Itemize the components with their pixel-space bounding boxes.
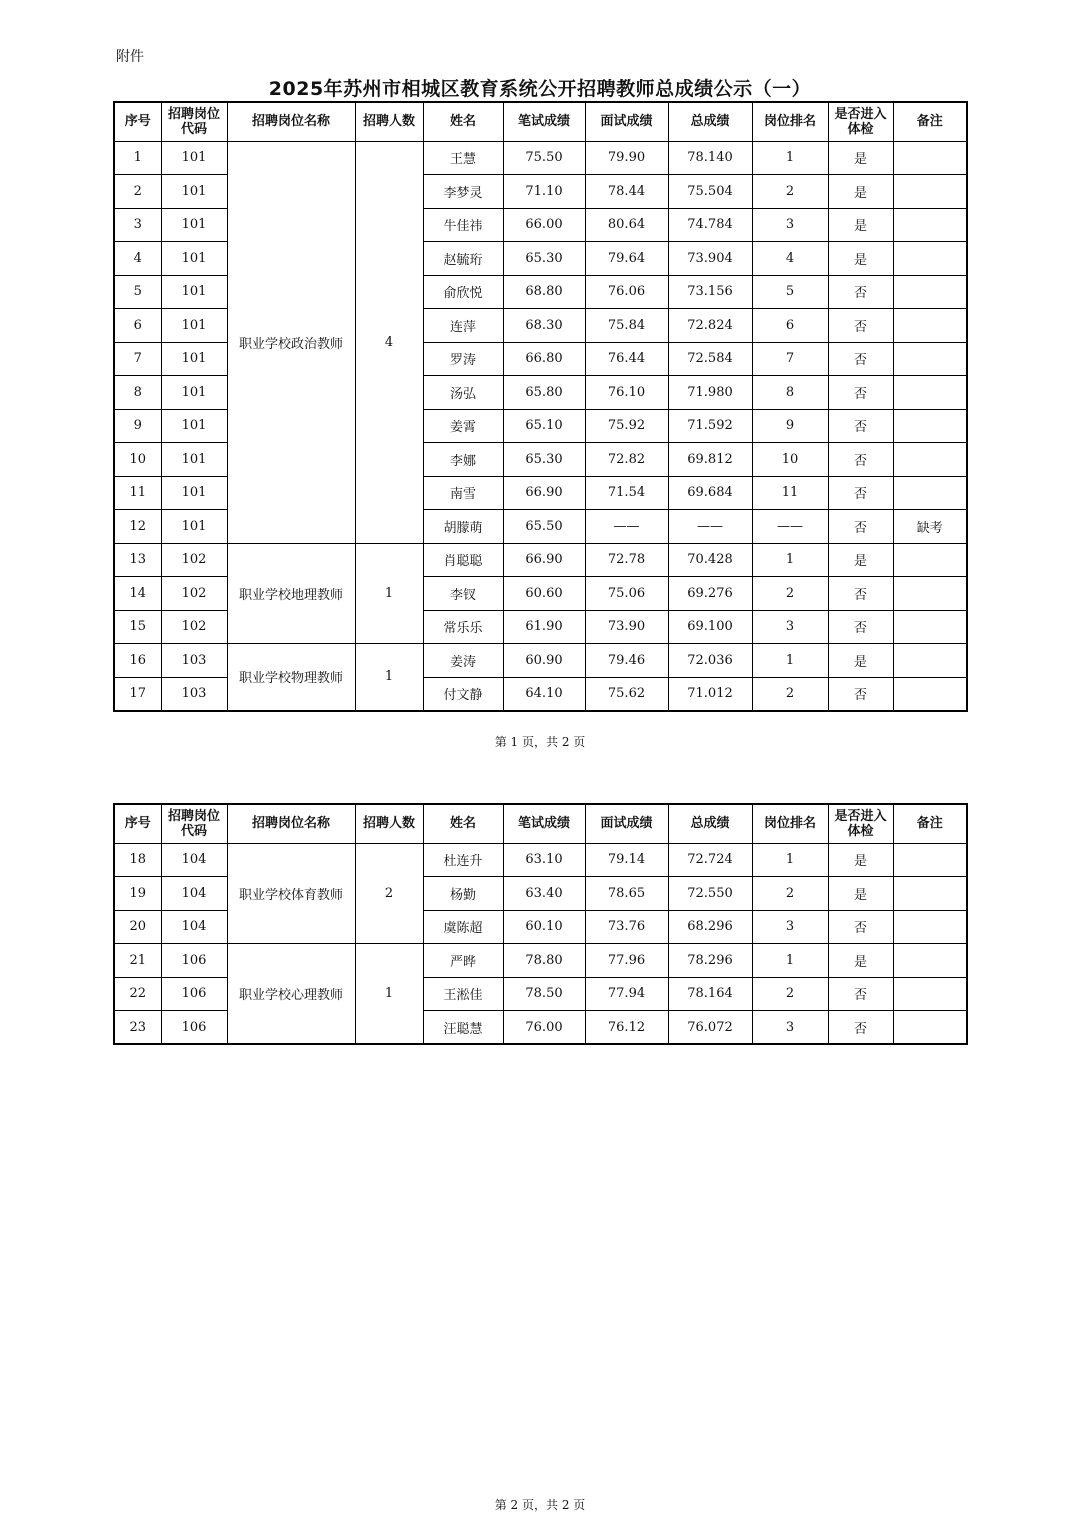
cell-total-score: 69.276 <box>668 577 752 611</box>
cell-remark <box>893 610 967 644</box>
cell-interview-score: 78.44 <box>585 175 668 209</box>
header-code: 招聘岗位 代码 <box>161 102 227 141</box>
cell-physical-exam: 否 <box>828 577 893 611</box>
header-written: 笔试成绩 <box>503 102 585 141</box>
cell-candidate-name: 牛佳祎 <box>423 208 503 242</box>
cell-seq: 17 <box>114 677 161 711</box>
cell-candidate-name: 姜霄 <box>423 409 503 443</box>
cell-candidate-name: 严晔 <box>423 944 503 978</box>
page-footer-2: 第 2 页，共 2 页 <box>494 1498 586 1512</box>
cell-interview-score: 71.54 <box>585 476 668 510</box>
cell-seq: 9 <box>114 409 161 443</box>
cell-seq: 14 <box>114 577 161 611</box>
table-row <box>114 543 967 577</box>
cell-interview-score: 77.94 <box>585 977 668 1011</box>
cell-rank: 2 <box>752 677 828 711</box>
cell-remark <box>893 443 967 477</box>
table-row <box>114 141 967 175</box>
results-table-page-1 <box>113 101 968 712</box>
header-interview: 面试成绩 <box>585 102 668 141</box>
cell-post-name: 职业学校体育教师 <box>227 843 355 944</box>
cell-written-score: 65.30 <box>503 443 585 477</box>
cell-code: 102 <box>161 577 227 611</box>
cell-total-score: 78.296 <box>668 944 752 978</box>
cell-remark <box>893 141 967 175</box>
cell-candidate-name: 付文静 <box>423 677 503 711</box>
cell-seq: 16 <box>114 644 161 678</box>
header-post: 招聘岗位名称 <box>227 804 355 843</box>
cell-code: 101 <box>161 208 227 242</box>
cell-total-score: 72.036 <box>668 644 752 678</box>
cell-candidate-name: 虞陈超 <box>423 910 503 944</box>
cell-seq: 6 <box>114 309 161 343</box>
header-quota: 招聘人数 <box>355 102 423 141</box>
header-seq: 序号 <box>114 804 161 843</box>
cell-seq: 2 <box>114 175 161 209</box>
cell-remark <box>893 342 967 376</box>
cell-total-score: 72.724 <box>668 843 752 877</box>
cell-interview-score: 76.12 <box>585 1011 668 1045</box>
table-row <box>114 843 967 877</box>
cell-rank: 2 <box>752 977 828 1011</box>
cell-remark <box>893 543 967 577</box>
cell-written-score: 75.50 <box>503 141 585 175</box>
cell-seq: 10 <box>114 443 161 477</box>
cell-seq: 5 <box>114 275 161 309</box>
cell-physical-exam: 否 <box>828 309 893 343</box>
cell-total-score: 68.296 <box>668 910 752 944</box>
cell-post-name: 职业学校心理教师 <box>227 944 355 1045</box>
cell-remark: 缺考 <box>893 510 967 544</box>
cell-total-score: 76.072 <box>668 1011 752 1045</box>
cell-rank: 2 <box>752 577 828 611</box>
cell-remark <box>893 577 967 611</box>
cell-total-score: 71.980 <box>668 376 752 410</box>
cell-rank: 8 <box>752 376 828 410</box>
cell-total-score: 75.504 <box>668 175 752 209</box>
cell-remark <box>893 476 967 510</box>
cell-written-score: 66.80 <box>503 342 585 376</box>
cell-physical-exam: 否 <box>828 677 893 711</box>
header-quota: 招聘人数 <box>355 804 423 843</box>
cell-seq: 7 <box>114 342 161 376</box>
cell-code: 102 <box>161 610 227 644</box>
header-exam: 是否进入 体检 <box>828 804 893 843</box>
cell-candidate-name: 王慧 <box>423 141 503 175</box>
cell-candidate-name: 杜连升 <box>423 843 503 877</box>
cell-physical-exam: 是 <box>828 644 893 678</box>
cell-interview-score: —— <box>585 510 668 544</box>
header-remark: 备注 <box>893 804 967 843</box>
header-rank: 岗位排名 <box>752 804 828 843</box>
cell-post-name: 职业学校物理教师 <box>227 644 355 711</box>
cell-seq: 12 <box>114 510 161 544</box>
cell-rank: 9 <box>752 409 828 443</box>
cell-candidate-name: 姜涛 <box>423 644 503 678</box>
cell-candidate-name: 赵毓珩 <box>423 242 503 276</box>
cell-rank: —— <box>752 510 828 544</box>
cell-physical-exam: 否 <box>828 443 893 477</box>
cell-rank: 1 <box>752 543 828 577</box>
cell-total-score: 72.824 <box>668 309 752 343</box>
cell-interview-score: 76.44 <box>585 342 668 376</box>
cell-physical-exam: 是 <box>828 877 893 911</box>
cell-seq: 19 <box>114 877 161 911</box>
cell-quota: 2 <box>355 843 423 944</box>
header-name: 姓名 <box>423 804 503 843</box>
cell-code: 106 <box>161 977 227 1011</box>
cell-code: 101 <box>161 342 227 376</box>
cell-remark <box>893 977 967 1011</box>
cell-quota: 4 <box>355 141 423 543</box>
cell-rank: 1 <box>752 843 828 877</box>
cell-seq: 21 <box>114 944 161 978</box>
cell-rank: 10 <box>752 443 828 477</box>
cell-written-score: 63.40 <box>503 877 585 911</box>
cell-code: 101 <box>161 510 227 544</box>
cell-total-score: 69.684 <box>668 476 752 510</box>
cell-written-score: 78.50 <box>503 977 585 1011</box>
cell-physical-exam: 否 <box>828 275 893 309</box>
header-total: 总成绩 <box>668 804 752 843</box>
cell-interview-score: 78.65 <box>585 877 668 911</box>
cell-interview-score: 79.64 <box>585 242 668 276</box>
cell-written-score: 66.90 <box>503 476 585 510</box>
cell-rank: 3 <box>752 1011 828 1045</box>
cell-written-score: 76.00 <box>503 1011 585 1045</box>
cell-total-score: —— <box>668 510 752 544</box>
cell-seq: 22 <box>114 977 161 1011</box>
cell-written-score: 60.10 <box>503 910 585 944</box>
page-footer-1: 第 1 页，共 2 页 <box>494 735 586 749</box>
cell-candidate-name: 李梦灵 <box>423 175 503 209</box>
cell-physical-exam: 是 <box>828 175 893 209</box>
cell-code: 102 <box>161 543 227 577</box>
table-row <box>114 644 967 678</box>
cell-physical-exam: 否 <box>828 610 893 644</box>
cell-rank: 1 <box>752 141 828 175</box>
cell-rank: 3 <box>752 910 828 944</box>
cell-interview-score: 80.64 <box>585 208 668 242</box>
cell-physical-exam: 否 <box>828 376 893 410</box>
cell-remark <box>893 275 967 309</box>
page-title: 2025年苏州市相城区教育系统公开招聘教师总成绩公示（一） <box>268 78 812 100</box>
cell-seq: 1 <box>114 141 161 175</box>
cell-candidate-name: 李钗 <box>423 577 503 611</box>
cell-interview-score: 72.82 <box>585 443 668 477</box>
cell-total-score: 69.100 <box>668 610 752 644</box>
cell-seq: 23 <box>114 1011 161 1045</box>
cell-candidate-name: 胡朦萌 <box>423 510 503 544</box>
cell-interview-score: 75.62 <box>585 677 668 711</box>
cell-total-score: 72.584 <box>668 342 752 376</box>
cell-written-score: 66.90 <box>503 543 585 577</box>
cell-interview-score: 79.14 <box>585 843 668 877</box>
cell-candidate-name: 汤弘 <box>423 376 503 410</box>
cell-code: 103 <box>161 677 227 711</box>
cell-written-score: 63.10 <box>503 843 585 877</box>
cell-seq: 4 <box>114 242 161 276</box>
cell-interview-score: 79.90 <box>585 141 668 175</box>
cell-written-score: 60.60 <box>503 577 585 611</box>
cell-remark <box>893 175 967 209</box>
cell-remark <box>893 376 967 410</box>
cell-total-score: 78.140 <box>668 141 752 175</box>
table-header-row <box>114 102 967 141</box>
cell-rank: 3 <box>752 610 828 644</box>
cell-remark <box>893 843 967 877</box>
cell-written-score: 64.10 <box>503 677 585 711</box>
cell-candidate-name: 连萍 <box>423 309 503 343</box>
table-body-page-1 <box>114 141 967 711</box>
cell-total-score: 73.156 <box>668 275 752 309</box>
cell-physical-exam: 否 <box>828 342 893 376</box>
header-name: 姓名 <box>423 102 503 141</box>
cell-remark <box>893 877 967 911</box>
cell-code: 101 <box>161 242 227 276</box>
table-header-row <box>114 804 967 843</box>
cell-physical-exam: 否 <box>828 476 893 510</box>
cell-total-score: 78.164 <box>668 977 752 1011</box>
cell-seq: 18 <box>114 843 161 877</box>
cell-candidate-name: 杨勤 <box>423 877 503 911</box>
cell-code: 101 <box>161 175 227 209</box>
cell-remark <box>893 910 967 944</box>
cell-written-score: 68.30 <box>503 309 585 343</box>
cell-quota: 1 <box>355 543 423 644</box>
cell-written-score: 78.80 <box>503 944 585 978</box>
cell-candidate-name: 俞欣悦 <box>423 275 503 309</box>
cell-total-score: 71.592 <box>668 409 752 443</box>
cell-rank: 3 <box>752 208 828 242</box>
cell-interview-score: 79.46 <box>585 644 668 678</box>
cell-physical-exam: 是 <box>828 843 893 877</box>
cell-physical-exam: 否 <box>828 910 893 944</box>
cell-seq: 11 <box>114 476 161 510</box>
cell-candidate-name: 南雪 <box>423 476 503 510</box>
cell-quota: 1 <box>355 944 423 1045</box>
cell-code: 104 <box>161 877 227 911</box>
cell-code: 103 <box>161 644 227 678</box>
cell-written-score: 60.90 <box>503 644 585 678</box>
cell-code: 101 <box>161 443 227 477</box>
cell-candidate-name: 李娜 <box>423 443 503 477</box>
header-remark: 备注 <box>893 102 967 141</box>
cell-quota: 1 <box>355 644 423 711</box>
cell-rank: 1 <box>752 944 828 978</box>
cell-physical-exam: 是 <box>828 141 893 175</box>
cell-interview-score: 72.78 <box>585 543 668 577</box>
cell-candidate-name: 王淞佳 <box>423 977 503 1011</box>
cell-post-name: 职业学校地理教师 <box>227 543 355 644</box>
cell-post-name: 职业学校政治教师 <box>227 141 355 543</box>
header-total: 总成绩 <box>668 102 752 141</box>
cell-physical-exam: 否 <box>828 409 893 443</box>
cell-written-score: 61.90 <box>503 610 585 644</box>
cell-total-score: 69.812 <box>668 443 752 477</box>
cell-seq: 13 <box>114 543 161 577</box>
cell-code: 101 <box>161 376 227 410</box>
cell-physical-exam: 否 <box>828 1011 893 1045</box>
cell-total-score: 72.550 <box>668 877 752 911</box>
cell-total-score: 71.012 <box>668 677 752 711</box>
cell-remark <box>893 944 967 978</box>
cell-code: 104 <box>161 910 227 944</box>
cell-remark <box>893 208 967 242</box>
cell-interview-score: 75.06 <box>585 577 668 611</box>
cell-interview-score: 76.06 <box>585 275 668 309</box>
cell-rank: 11 <box>752 476 828 510</box>
header-rank: 岗位排名 <box>752 102 828 141</box>
cell-physical-exam: 否 <box>828 510 893 544</box>
cell-interview-score: 76.10 <box>585 376 668 410</box>
cell-written-score: 65.30 <box>503 242 585 276</box>
cell-written-score: 65.50 <box>503 510 585 544</box>
cell-seq: 3 <box>114 208 161 242</box>
cell-candidate-name: 罗涛 <box>423 342 503 376</box>
cell-interview-score: 73.90 <box>585 610 668 644</box>
cell-total-score: 73.904 <box>668 242 752 276</box>
cell-rank: 4 <box>752 242 828 276</box>
cell-physical-exam: 是 <box>828 208 893 242</box>
cell-code: 101 <box>161 275 227 309</box>
header-seq: 序号 <box>114 102 161 141</box>
header-interview: 面试成绩 <box>585 804 668 843</box>
cell-code: 106 <box>161 1011 227 1045</box>
cell-interview-score: 75.92 <box>585 409 668 443</box>
cell-interview-score: 77.96 <box>585 944 668 978</box>
cell-rank: 2 <box>752 877 828 911</box>
cell-physical-exam: 是 <box>828 242 893 276</box>
cell-code: 101 <box>161 409 227 443</box>
header-exam: 是否进入 体检 <box>828 102 893 141</box>
header-written: 笔试成绩 <box>503 804 585 843</box>
header-post: 招聘岗位名称 <box>227 102 355 141</box>
results-table-page-2 <box>113 803 968 1045</box>
cell-candidate-name: 汪聪慧 <box>423 1011 503 1045</box>
cell-seq: 20 <box>114 910 161 944</box>
cell-code: 101 <box>161 309 227 343</box>
cell-interview-score: 73.76 <box>585 910 668 944</box>
cell-remark <box>893 242 967 276</box>
cell-remark <box>893 409 967 443</box>
cell-candidate-name: 常乐乐 <box>423 610 503 644</box>
cell-remark <box>893 644 967 678</box>
cell-physical-exam: 是 <box>828 543 893 577</box>
cell-code: 104 <box>161 843 227 877</box>
cell-seq: 15 <box>114 610 161 644</box>
cell-code: 101 <box>161 141 227 175</box>
cell-remark <box>893 1011 967 1045</box>
attachment-label: 附件 <box>116 49 144 65</box>
cell-candidate-name: 肖聪聪 <box>423 543 503 577</box>
cell-total-score: 70.428 <box>668 543 752 577</box>
header-code: 招聘岗位 代码 <box>161 804 227 843</box>
cell-remark <box>893 309 967 343</box>
cell-physical-exam: 是 <box>828 944 893 978</box>
cell-rank: 5 <box>752 275 828 309</box>
cell-interview-score: 75.84 <box>585 309 668 343</box>
cell-rank: 1 <box>752 644 828 678</box>
cell-rank: 7 <box>752 342 828 376</box>
cell-rank: 2 <box>752 175 828 209</box>
cell-written-score: 66.00 <box>503 208 585 242</box>
cell-code: 101 <box>161 476 227 510</box>
cell-written-score: 65.80 <box>503 376 585 410</box>
cell-written-score: 71.10 <box>503 175 585 209</box>
cell-written-score: 65.10 <box>503 409 585 443</box>
table-body-page-2 <box>114 843 967 1044</box>
cell-physical-exam: 否 <box>828 977 893 1011</box>
table-row <box>114 944 967 978</box>
cell-remark <box>893 677 967 711</box>
cell-code: 106 <box>161 944 227 978</box>
cell-rank: 6 <box>752 309 828 343</box>
cell-seq: 8 <box>114 376 161 410</box>
cell-written-score: 68.80 <box>503 275 585 309</box>
cell-total-score: 74.784 <box>668 208 752 242</box>
